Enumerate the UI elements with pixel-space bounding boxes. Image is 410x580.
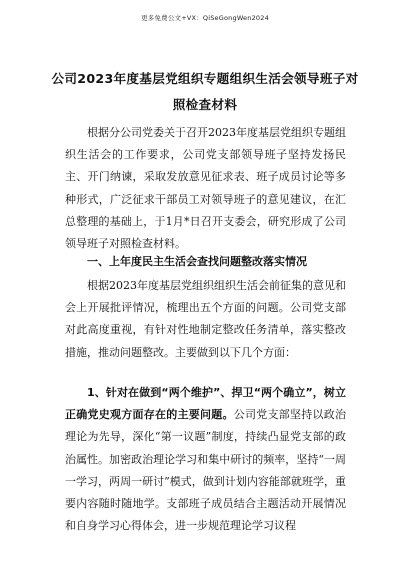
paragraph-item-1	[65, 382, 346, 537]
item-1-body: 公司党支部坚持以政治理论为先导，深化“第一议题”制度，持续凸显党支部的政治属性。加密政治理论学习和集中研讨的频率，坚持“一周一学习，两周一研讨”模式，做到计划内容能部就班学，重要内容随时随地学。支部班子成员结合主题活动开展情况和自身学习心得体会，进一步规范理论学习议程	[65, 408, 346, 533]
item-1-heading: 1、针对在做到“两个维护”、捍卫“两个确立”，树立正确党史观方面存在的主要问题。	[65, 386, 346, 422]
section-heading-1: 一、上年度民主生活会查找问题整改落实情况	[87, 255, 307, 268]
paragraph-intro: 根据分公司党委关于召开2023年度基层党组织专题组织生活会的工作要求，公司党支部领导班子坚持发扬民主、开门纳谏，采取发放意见征求表、班子成员讨论等多种形式，广泛征求干部员工对领导班子的意见建议，在汇总整理的基础上，于1月*日召开支委会，研究形成了公司领导班子对照检查材料。	[65, 126, 346, 251]
header-note: 更多免费公文+VX：QiSeGongWen2024	[141, 14, 269, 22]
document-title: 公司2023年度基层党组织专题组织生活会领导班子对照检查材料	[51, 71, 359, 112]
paragraph-section-1: 根据2023年度基层党组织组织生活会前征集的意见和会上开展批评情况，梳理出五个方面的问题。公司党支部对此高度重视，有针对性地制定整改任务清单，落实整改措施，推动问题整改。主要做到以下几个方面：	[65, 279, 346, 359]
